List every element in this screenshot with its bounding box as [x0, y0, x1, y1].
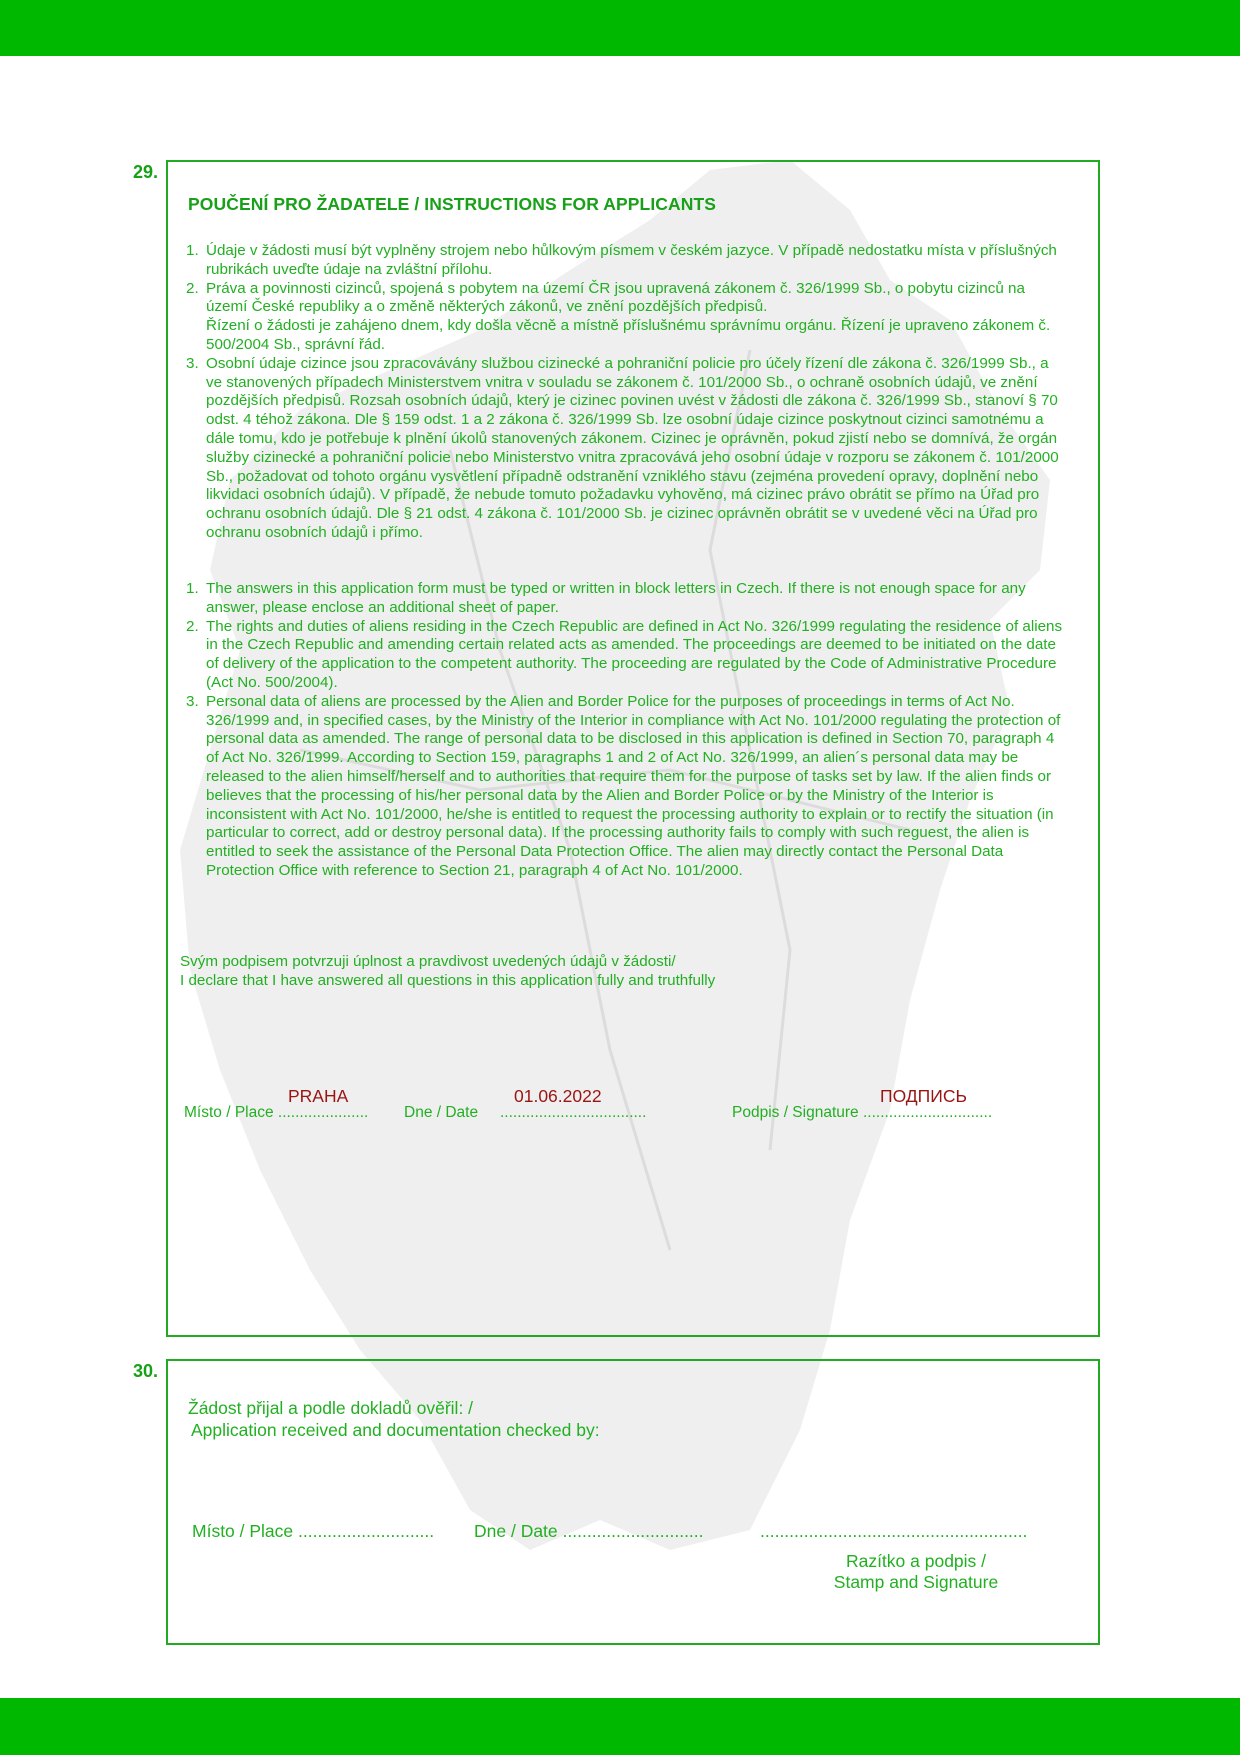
list-item-number: 1.: [186, 580, 199, 597]
received-by-english: Application received and documentation checked by:: [191, 1420, 600, 1440]
date-dots: ..................................: [500, 1104, 647, 1121]
list-item: [186, 355, 1066, 543]
list-item: [186, 693, 1066, 881]
list-item: [186, 280, 1066, 355]
section-29-number: 29.: [133, 162, 159, 182]
section-29-box: [166, 160, 1100, 1337]
signature-row: [184, 1082, 1084, 1122]
list-item-text: Práva a povinnosti cizinců, spojená s pobytem na území ČR jsou upravená zákonem č. 326/1999 Sb., o pobytu cizinců na území České republiky a o změně některých zákonů, ve znění pozdějších předpisů.: [206, 279, 1025, 316]
place-field[interactable]: Místo / Place ............................: [192, 1521, 435, 1541]
stamp-caption: [816, 1551, 1016, 1593]
declaration: [180, 952, 715, 990]
bottom-green-band: [0, 1698, 1240, 1755]
list-item: [186, 242, 1066, 280]
stamp-caption-english: Stamp and Signature: [833, 1572, 999, 1592]
signature-label: Podpis / Signature ..............................: [732, 1104, 993, 1121]
list-item: [186, 580, 1066, 618]
date-value[interactable]: 01.06.2022: [514, 1086, 602, 1106]
section-30-box: [166, 1359, 1100, 1645]
list-item-text: The rights and duties of aliens residing in the Czech Republic are defined in Act No. 326/1999 regulating the residence of aliens in the Czech Republic and amending certain related acts as amended. The proceedings are deemed to be initiated on the date of delivery of the application to the competent authority. The proceeding are regulated by the Code of Administrative Procedure (Act No. 500/2004).: [206, 617, 1063, 691]
list-item-number: 3.: [186, 354, 199, 372]
place-value[interactable]: PRAHA: [288, 1086, 349, 1106]
list-item-number: 3.: [186, 692, 199, 710]
declaration-english: I declare that I have answered all questions in this application fully and truthfully: [180, 972, 716, 989]
list-item-number: 2.: [186, 279, 199, 297]
list-item-text: Osobní údaje cizince jsou zpracovávány službou cizinecké a pohraniční policie pro účely řízení dle zákona č. 326/1999 Sb., a ve stanovených případech Ministerstvem vnitra v souladu se zákonem č. 101/2000 Sb., o ochraně osobních údajů, ve znění pozdějších předpisů. Rozsah osobních údajů, který je cizinec povinen uvést v žádosti dle zákona č. 326/1999 Sb., stanoví § 70 odst. 4 téhož zákona. Dle § 159 odst. 1 a 2 zákona č. 326/1999 Sb. lze osobní údaje cizince poskytnout cizinci samotnému a dále tomu, kdo je potřebuje k plnění úkolů stanovených zákonem. Cizinec je oprávněn, pokud zjistí nebo se domnívá, že orgán služby cizinecké a pohraniční policie nebo Ministerstvo vnitra zpracovává jeho osobní údaje v rozporu se zákonem č. 101/2000 Sb., požadovat od tohoto orgánu vysvětlení případně odstranění vzniklého stavu (zejména provedení opravy, doplnění nebo likvidaci osobních údajů). V případě, že nebude tomuto požadavku vyhověno, má cizinec právo obrátit se přímo na Úřad pro ochranu osobních údajů. Dle § 21 odst. 4 zákona č. 101/2000 Sb. je cizinec oprávněn obrátit se v uvedené věci na Úřad pro ochranu osobních údajů i přímo.: [206, 354, 1059, 541]
date-field[interactable]: Dne / Date .............................: [474, 1521, 704, 1541]
stamp-caption-czech: Razítko a podpis /: [845, 1551, 987, 1571]
instructions-list-czech: [186, 242, 1066, 543]
list-item: [186, 618, 1066, 693]
instructions-list-english: [186, 580, 1066, 881]
list-item-text: The answers in this application form must be typed or written in block letters in Czech. If there is not enough space for any answer, please enclose an additional sheet of paper.: [206, 580, 1026, 616]
list-item-number: 1.: [186, 242, 199, 259]
list-item-number: 2.: [186, 617, 199, 635]
list-item-text: Řízení o žádosti je zahájeno dnem, kdy došla věcně a místně příslušnému správnímu orgánu. Řízení je upraveno zákonem č. 500/2004 Sb., správní řád.: [206, 317, 1051, 353]
received-by-czech: Žádost přijal a podle dokladů ověřil: /: [188, 1398, 474, 1418]
declaration-czech: Svým podpisem potvrzuji úplnost a pravdivost uvedených údajů v žádosti/: [180, 953, 676, 970]
received-by: [188, 1397, 600, 1441]
signature-value[interactable]: ПОДПИСЬ: [880, 1086, 967, 1106]
section-30-number: 30.: [133, 1361, 159, 1381]
list-item-text: Personal data of aliens are processed by the Alien and Border Police for the purposes of proceedings in terms of Act No. 326/1999 and, in specified cases, by the Ministry of the Interior in compliance with Act No. 101/2000 regulating the protection of personal data as amended. The range of personal data to be disclosed in this application is defined in Section 70, paragraph 4 of Act No. 326/1999. According to Section 159, paragraphs 1 and 2 of Act No. 326/1999, an alien´s personal data may be released to the alien himself/herself and to authorities that require them for the purpose of tasks set by law. If the alien finds or believes that the processing of his/her personal data by the Alien and Border Police or by the Ministry of the Interior is inconsistent with Act No. 101/2000, he/she is entitled to request the processing authority to explain or to rectify the situation (in particular to correct, add or destroy personal data). If the processing authority fails to comply with such reguest, the alien is entitled to seek the assistance of the Personal Data Protection Office. The alien may directly contact the Personal Data Protection Office with reference to Section 21, paragraph 4 of Act No. 101/2000.: [206, 692, 1061, 879]
top-green-band: [0, 0, 1240, 56]
place-label: Místo / Place .....................: [184, 1104, 369, 1121]
instructions-heading: POUČENÍ PRO ŽADATELE / INSTRUCTIONS FOR APPLICANTS: [188, 194, 717, 214]
stamp-line: .......................................................: [760, 1521, 1028, 1541]
list-item-text: Údaje v žádosti musí být vyplněny strojem nebo hůlkovým písmem v českém jazyce. V případě nedostatku místa v příslušných rubrikách uveďte údaje na zvláštní přílohu.: [206, 242, 1057, 278]
date-label: Dne / Date: [404, 1104, 479, 1121]
